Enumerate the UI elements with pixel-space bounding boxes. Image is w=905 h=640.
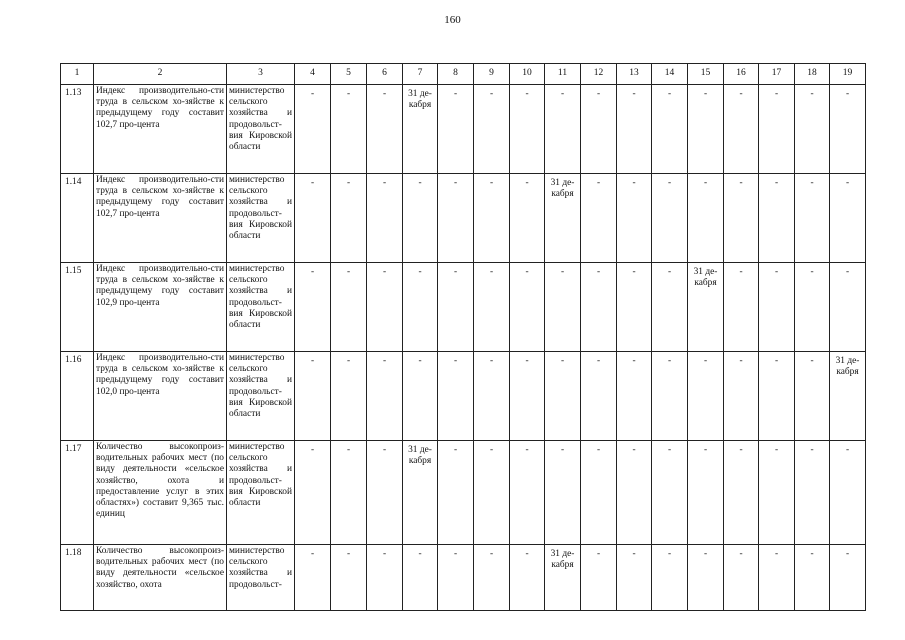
dash-cell: - <box>510 174 545 263</box>
row-number: 1.13 <box>61 85 94 174</box>
dash-cell: - <box>581 352 617 441</box>
dash-cell: - <box>652 85 688 174</box>
dash-cell: - <box>581 441 617 545</box>
dash-cell: - <box>724 85 759 174</box>
dash-cell: - <box>652 263 688 352</box>
dash-cell: - <box>403 352 438 441</box>
dash-cell: - <box>510 545 545 611</box>
indicator-text: Индекс производительно-сти труда в сельском хо-зяйстве к предыдущему году составит 102,9 про-цента <box>94 263 227 352</box>
dash-cell: - <box>474 352 510 441</box>
dash-cell: - <box>617 545 652 611</box>
dash-cell: - <box>474 263 510 352</box>
dash-cell: - <box>438 174 474 263</box>
column-header-6: 6 <box>367 64 403 85</box>
dash-cell: - <box>830 85 866 174</box>
column-header-16: 16 <box>724 64 759 85</box>
dash-cell: - <box>474 441 510 545</box>
dash-cell: - <box>724 545 759 611</box>
dash-cell: - <box>367 545 403 611</box>
dash-cell: - <box>331 174 367 263</box>
dash-cell: - <box>759 441 795 545</box>
row-number: 1.17 <box>61 441 94 545</box>
dash-cell: - <box>581 174 617 263</box>
dash-cell: - <box>617 441 652 545</box>
deadline-date-cell: 31 де-кабря <box>403 441 438 545</box>
dash-cell: - <box>331 85 367 174</box>
dash-cell: - <box>295 545 331 611</box>
dash-cell: - <box>403 174 438 263</box>
dash-cell: - <box>295 174 331 263</box>
page-number: 160 <box>444 14 461 26</box>
dash-cell: - <box>581 263 617 352</box>
dash-cell: - <box>331 441 367 545</box>
dash-cell: - <box>795 352 830 441</box>
table-row <box>61 545 866 611</box>
column-header-10: 10 <box>510 64 545 85</box>
dash-cell: - <box>724 441 759 545</box>
dash-cell: - <box>367 352 403 441</box>
column-header-5: 5 <box>331 64 367 85</box>
dash-cell: - <box>617 352 652 441</box>
dash-cell: - <box>830 545 866 611</box>
dash-cell: - <box>295 441 331 545</box>
dash-cell: - <box>438 352 474 441</box>
dash-cell: - <box>652 174 688 263</box>
dash-cell: - <box>688 174 724 263</box>
dash-cell: - <box>438 263 474 352</box>
row-number: 1.14 <box>61 174 94 263</box>
dash-cell: - <box>331 545 367 611</box>
dash-cell: - <box>367 263 403 352</box>
row-number: 1.16 <box>61 352 94 441</box>
dash-cell: - <box>830 441 866 545</box>
dash-cell: - <box>795 85 830 174</box>
deadline-date-cell: 31 де-кабря <box>830 352 866 441</box>
column-header-18: 18 <box>795 64 830 85</box>
indicator-text: Количество высокопроиз-водительных рабочих мест (по виду деятельности «сельское хозяйство, охота и предоставление услуг в этих областях») составит 9,365 тыс. единиц <box>94 441 227 545</box>
column-header-17: 17 <box>759 64 795 85</box>
dash-cell: - <box>830 174 866 263</box>
responsible-executor: министерство сельского хозяйства и продовольст-вия Кировской области <box>227 85 295 174</box>
dash-cell: - <box>438 85 474 174</box>
dash-cell: - <box>581 85 617 174</box>
dash-cell: - <box>367 174 403 263</box>
responsible-executor: министерство сельского хозяйства и продовольст-вия Кировской области <box>227 441 295 545</box>
table-row <box>61 263 866 352</box>
table-row <box>61 441 866 545</box>
table-row <box>61 85 866 174</box>
dash-cell: - <box>295 263 331 352</box>
dash-cell: - <box>367 441 403 545</box>
indicator-text: Индекс производительно-сти труда в сельском хо-зяйстве к предыдущему году составит 102,7 про-цента <box>94 174 227 263</box>
dash-cell: - <box>724 174 759 263</box>
dash-cell: - <box>545 352 581 441</box>
column-header-12: 12 <box>581 64 617 85</box>
dash-cell: - <box>759 174 795 263</box>
plan-table <box>60 63 866 611</box>
dash-cell: - <box>759 352 795 441</box>
dash-cell: - <box>830 263 866 352</box>
column-header-15: 15 <box>688 64 724 85</box>
dash-cell: - <box>759 545 795 611</box>
dash-cell: - <box>759 85 795 174</box>
dash-cell: - <box>403 545 438 611</box>
dash-cell: - <box>510 85 545 174</box>
column-header-2: 2 <box>94 64 227 85</box>
column-header-19: 19 <box>830 64 866 85</box>
deadline-date-cell: 31 де-кабря <box>545 545 581 611</box>
column-header-8: 8 <box>438 64 474 85</box>
deadline-date-cell: 31 де-кабря <box>403 85 438 174</box>
indicator-text: Индекс производительно-сти труда в сельском хо-зяйстве к предыдущему году составит 102,7 про-цента <box>94 85 227 174</box>
dash-cell: - <box>688 441 724 545</box>
dash-cell: - <box>688 85 724 174</box>
dash-cell: - <box>474 545 510 611</box>
dash-cell: - <box>295 85 331 174</box>
dash-cell: - <box>617 174 652 263</box>
responsible-executor: министерство сельского хозяйства и продовольст-вия Кировской области <box>227 352 295 441</box>
dash-cell: - <box>724 263 759 352</box>
deadline-date-cell: 31 де-кабря <box>688 263 724 352</box>
dash-cell: - <box>688 545 724 611</box>
column-header-14: 14 <box>652 64 688 85</box>
column-header-13: 13 <box>617 64 652 85</box>
dash-cell: - <box>724 352 759 441</box>
dash-cell: - <box>474 85 510 174</box>
dash-cell: - <box>545 441 581 545</box>
dash-cell: - <box>438 441 474 545</box>
column-header-3: 3 <box>227 64 295 85</box>
dash-cell: - <box>510 263 545 352</box>
dash-cell: - <box>403 263 438 352</box>
column-header-7: 7 <box>403 64 438 85</box>
dash-cell: - <box>617 263 652 352</box>
table-row <box>61 174 866 263</box>
dash-cell: - <box>295 352 331 441</box>
dash-cell: - <box>759 263 795 352</box>
dash-cell: - <box>652 352 688 441</box>
dash-cell: - <box>652 441 688 545</box>
indicator-text: Количество высокопроиз-водительных рабочих мест (по виду деятельности «сельское хозяйство, охота <box>94 545 227 611</box>
dash-cell: - <box>581 545 617 611</box>
dash-cell: - <box>331 352 367 441</box>
column-header-9: 9 <box>474 64 510 85</box>
header-row <box>61 64 866 85</box>
dash-cell: - <box>438 545 474 611</box>
dash-cell: - <box>688 352 724 441</box>
dash-cell: - <box>367 85 403 174</box>
column-header-11: 11 <box>545 64 581 85</box>
deadline-date-cell: 31 де-кабря <box>545 174 581 263</box>
dash-cell: - <box>795 441 830 545</box>
dash-cell: - <box>510 352 545 441</box>
dash-cell: - <box>474 174 510 263</box>
dash-cell: - <box>331 263 367 352</box>
dash-cell: - <box>545 263 581 352</box>
indicator-text: Индекс производительно-сти труда в сельском хо-зяйстве к предыдущему году составит 102,0 про-цента <box>94 352 227 441</box>
responsible-executor: министерство сельского хозяйства и продовольст-вия Кировской области <box>227 263 295 352</box>
dash-cell: - <box>617 85 652 174</box>
dash-cell: - <box>795 545 830 611</box>
dash-cell: - <box>795 174 830 263</box>
column-header-1: 1 <box>61 64 94 85</box>
table-row <box>61 352 866 441</box>
row-number: 1.18 <box>61 545 94 611</box>
responsible-executor: министерство сельского хозяйства и продовольст-вия Кировской области <box>227 174 295 263</box>
dash-cell: - <box>545 85 581 174</box>
dash-cell: - <box>510 441 545 545</box>
row-number: 1.15 <box>61 263 94 352</box>
responsible-executor: министерство сельского хозяйства и продовольст- <box>227 545 295 611</box>
dash-cell: - <box>795 263 830 352</box>
dash-cell: - <box>652 545 688 611</box>
column-header-4: 4 <box>295 64 331 85</box>
